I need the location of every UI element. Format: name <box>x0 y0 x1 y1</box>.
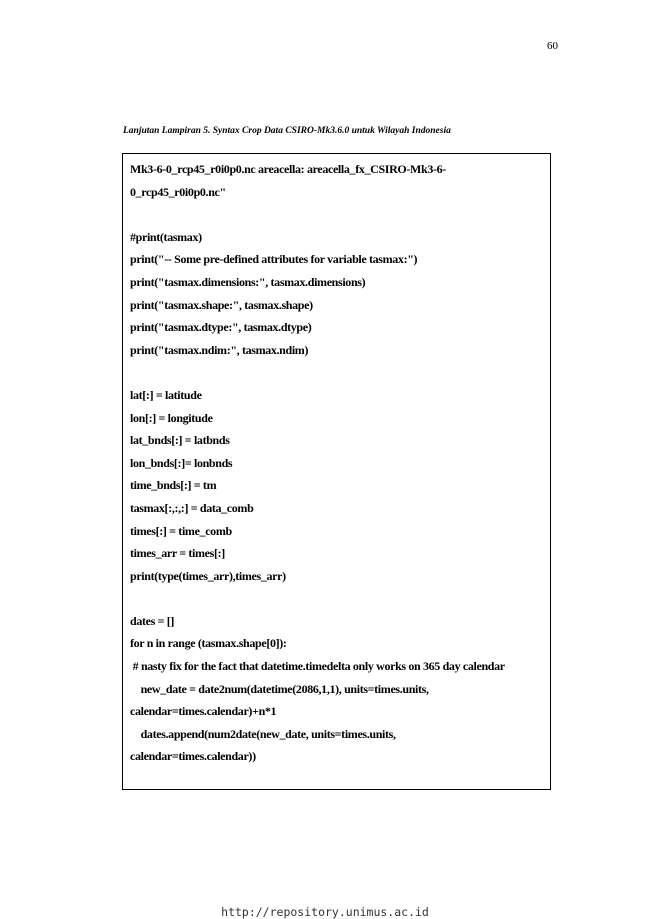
code-line: dates = [] <box>130 613 174 628</box>
code-line: new_date = date2num(datetime(2086,1,1), units=times.units, <box>130 681 429 696</box>
code-line: print("tasmax.ndim:", tasmax.ndim) <box>130 342 309 357</box>
code-line: time_bnds[:] = tm <box>130 478 217 493</box>
code-line: print("tasmax.shape:", tasmax.shape) <box>130 297 313 312</box>
code-line: for n in range (tasmax.shape[0]): <box>130 636 287 651</box>
code-line: lat_bnds[:] = latbnds <box>130 433 230 448</box>
code-line: times[:] = time_comb <box>130 523 232 538</box>
code-line: calendar=times.calendar)+n*1 <box>130 704 277 719</box>
code-line: calendar=times.calendar)) <box>130 749 256 764</box>
code-line <box>130 361 544 384</box>
code-box <box>122 153 551 790</box>
page-number: 60 <box>547 40 558 52</box>
code-line: print("tasmax.dtype:", tasmax.dtype) <box>130 320 312 335</box>
code-line: lat[:] = latitude <box>130 387 202 402</box>
code-line: lon[:] = longitude <box>130 410 213 425</box>
code-line: 0_rcp45_r0i0p0.nc" <box>130 184 226 199</box>
footer-url: http://repository.unimus.ac.id <box>221 905 429 919</box>
code-line: #print(tasmax) <box>130 229 202 244</box>
code-line: print("tasmax.dimensions:", tasmax.dimensions) <box>130 274 366 289</box>
code-line: # nasty fix for the fact that datetime.timedelta only works on 365 day calendar <box>130 659 505 674</box>
figure-caption: Lanjutan Lampiran 5. Syntax Crop Data CSIRO-Mk3.6.0 untuk Wilayah Indonesia <box>123 126 451 136</box>
code-line: Mk3-6-0_rcp45_r0i0p0.nc areacella: areacella_fx_CSIRO-Mk3-6- <box>130 162 446 176</box>
code-line <box>130 203 544 226</box>
code-line: times_arr = times[:] <box>130 546 225 561</box>
code-line: print(type(times_arr),times_arr) <box>130 568 286 583</box>
code-line: print("-- Some pre-defined attributes for variable tasmax:") <box>130 252 418 267</box>
code-line: lon_bnds[:]= lonbnds <box>130 455 233 470</box>
code-line <box>130 587 544 610</box>
code-line: tasmax[:,:,:] = data_comb <box>130 500 254 515</box>
code-line: dates.append(num2date(new_date, units=times.units, <box>130 726 396 741</box>
